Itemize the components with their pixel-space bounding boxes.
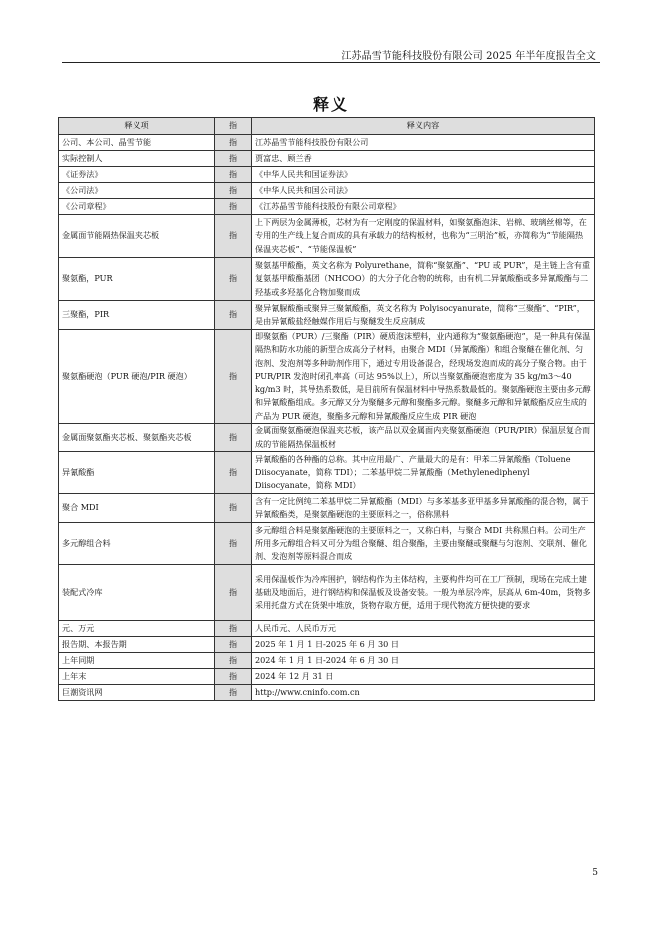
table-header-row — [59, 118, 595, 135]
ref-cell: 指 — [215, 167, 252, 183]
term-cell: 《证券法》 — [59, 167, 215, 183]
table-row — [59, 653, 595, 669]
term-cell: 上年末 — [59, 669, 215, 685]
definition-cell: 异氰酸酯的各种酯的总称。其中应用最广、产量最大的是有：甲苯二异氰酸酯（Toluene Diisocyanate，简称 TDI）；二苯基甲烷二异氰酸酯（Methylenediphenyl Diisocyanate，简称 MDI） — [252, 452, 595, 494]
table-row — [59, 669, 595, 685]
term-cell: 实际控制人 — [59, 151, 215, 167]
term-cell: 金属面节能隔热保温夹芯板 — [59, 215, 215, 258]
ref-cell: 指 — [215, 199, 252, 215]
table-row — [59, 424, 595, 452]
definition-cell: 金属面聚氨酯硬泡保温夹芯板，该产品以双金属面内夹聚氨酯硬泡（PUR/PIR）保温层复合而成的节能隔热保温板材 — [252, 424, 595, 452]
ref-cell: 指 — [215, 637, 252, 653]
term-cell: 聚氨酯硬泡（PUR 硬泡/PIR 硬泡） — [59, 330, 215, 424]
definition-cell: 江苏晶雪节能科技股份有限公司 — [252, 135, 595, 151]
header-term: 释义项 — [59, 118, 215, 135]
table-row — [59, 183, 595, 199]
definition-cell[interactable]: http://www.cninfo.com.cn — [252, 685, 595, 701]
definition-cell: 2025 年 1 月 1 日-2025 年 6 月 30 日 — [252, 637, 595, 653]
table-row — [59, 621, 595, 637]
ref-cell: 指 — [215, 424, 252, 452]
table-row — [59, 523, 595, 565]
table-row — [59, 301, 595, 330]
definition-cell: 人民币元、人民币万元 — [252, 621, 595, 637]
ref-cell: 指 — [215, 301, 252, 330]
ref-cell: 指 — [215, 135, 252, 151]
header-ref: 指 — [215, 118, 252, 135]
ref-cell: 指 — [215, 494, 252, 523]
definition-cell: 2024 年 12 月 31 日 — [252, 669, 595, 685]
page-number: 5 — [592, 868, 598, 878]
ref-cell: 指 — [215, 258, 252, 301]
term-cell: 三聚酯，PIR — [59, 301, 215, 330]
term-cell: 异氰酸酯 — [59, 452, 215, 494]
ref-cell: 指 — [215, 523, 252, 565]
definition-cell: 贾富忠、顾兰香 — [252, 151, 595, 167]
term-cell: 上年同期 — [59, 653, 215, 669]
ref-cell: 指 — [215, 653, 252, 669]
definition-cell: 含有一定比例纯二苯基甲烷二异氰酸酯（MDI）与多苯基多亚甲基多异氰酸酯的混合物，属于异氰酸酯类，是聚氨酯硬泡的主要原料之一，俗称黑料 — [252, 494, 595, 523]
table-row — [59, 199, 595, 215]
definition-cell: 聚异氰脲酸酯或聚异三聚氰酸酯，英文名称为 Polyisocyanurate，简称“三聚酯”、“PIR”，是由异氰酸盐经触媒作用后与聚醚发生反应制成 — [252, 301, 595, 330]
definition-cell: 即聚氨酯（PUR）/三聚酯（PIR）硬质泡沫塑料，业内通称为“聚氨酯硬泡”，是一种具有保温隔热和防水功能的新型合成高分子材料，由聚合 MDI（异氰酸酯）和组合聚醚在催化剂、匀泡剂、发泡剂等多种助剂作用下，通过专用设备混合，经现场发泡而成的高分子聚合物。由于 PUR/PIR 发泡时闭孔率高（可达 95%以上），所以当聚氨酯硬泡密度为 35 kg/m3～40 kg/m3 时，其导热系数低，是目前所有保温材料中导热系数最低的。聚氨酯硬泡主要由多元醇和异氰酸酯组成。多元醇又分为聚醚多元醇和聚酯多元醇。聚醚多元醇和异氰酸酯反应生成的产品为 PUR 硬泡，聚酯多元醇和异氰酸酯反应生成 PIR 硬泡 — [252, 330, 595, 424]
term-cell: 《公司法》 — [59, 183, 215, 199]
definition-cell: 多元醇组合料是聚氨酯硬泡的主要原料之一，又称白料，与聚合 MDI 共称黑白料。公司生产所用多元醇组合料又可分为组合聚醚、组合聚酯，主要由聚醚或聚醚与匀泡剂、交联剂、催化剂、发泡剂等原料混合而成 — [252, 523, 595, 565]
ref-cell: 指 — [215, 669, 252, 685]
page-title: 释义 — [312, 95, 349, 114]
term-cell: 《公司章程》 — [59, 199, 215, 215]
table-row — [59, 637, 595, 653]
table-row — [59, 167, 595, 183]
definition-cell: 《江苏晶雪节能科技股份有限公司章程》 — [252, 199, 595, 215]
term-cell: 报告期、本报告期 — [59, 637, 215, 653]
ref-cell: 指 — [215, 151, 252, 167]
term-cell: 聚合 MDI — [59, 494, 215, 523]
definition-cell: 上下两层为金属薄板，芯材为有一定刚度的保温材料，如聚氨酯泡沫、岩棉、玻璃丝棉等，在专用的生产线上复合而成的具有承载力的结构板材，也称为“三明治”板，亦简称为“节能隔热保温夹芯板”、“节能保温板” — [252, 215, 595, 258]
term-cell: 公司、本公司、晶雪节能 — [59, 135, 215, 151]
header-divider — [62, 62, 600, 63]
table-row — [59, 135, 595, 151]
table-row — [59, 494, 595, 523]
table-row — [59, 565, 595, 621]
definition-cell: 《中华人民共和国证券法》 — [252, 167, 595, 183]
ref-cell: 指 — [215, 685, 252, 701]
table-row — [59, 685, 595, 701]
ref-cell: 指 — [215, 565, 252, 621]
report-header: 江苏晶雪节能科技股份有限公司 2025 年半年度报告全文 — [341, 51, 596, 62]
ref-cell: 指 — [215, 330, 252, 424]
definitions-table — [58, 117, 595, 701]
term-cell: 聚氨酯，PUR — [59, 258, 215, 301]
term-cell: 多元醇组合料 — [59, 523, 215, 565]
ref-cell: 指 — [215, 183, 252, 199]
ref-cell: 指 — [215, 452, 252, 494]
term-cell: 金属面聚氨酯夹芯板、聚氨酯夹芯板 — [59, 424, 215, 452]
table-row — [59, 215, 595, 258]
definition-cell: 2024 年 1 月 1 日-2024 年 6 月 30 日 — [252, 653, 595, 669]
table-row — [59, 452, 595, 494]
term-cell: 元、万元 — [59, 621, 215, 637]
ref-cell: 指 — [215, 621, 252, 637]
table-row — [59, 258, 595, 301]
term-cell: 装配式冷库 — [59, 565, 215, 621]
ref-cell: 指 — [215, 215, 252, 258]
definition-cell: 聚氨基甲酸酯，英文名称为 Polyurethane，简称“聚氨酯”、“PU 或 PUR”，是主链上含有重复氨基甲酸酯基团（NHCOO）的大分子化合物的统称，由有机二异氰酸酯或多异氰酸酯与二羟基或多羟基化合物加聚而成 — [252, 258, 595, 301]
definition-cell: 《中华人民共和国公司法》 — [252, 183, 595, 199]
table-row — [59, 330, 595, 424]
header-definition: 释义内容 — [252, 118, 595, 135]
definition-cell: 采用保温板作为冷库围护，钢结构作为主体结构，主要构件均可在工厂预制，现场在完成土建基础及地面后，进行钢结构和保温板及设备安装。一般为单层冷库，层高从 6m-40m，货物多采用托盘方式在货架中堆放，货物存取方便，适用于现代物流方便快捷的要求 — [252, 565, 595, 621]
table-row — [59, 151, 595, 167]
term-cell: 巨潮资讯网 — [59, 685, 215, 701]
